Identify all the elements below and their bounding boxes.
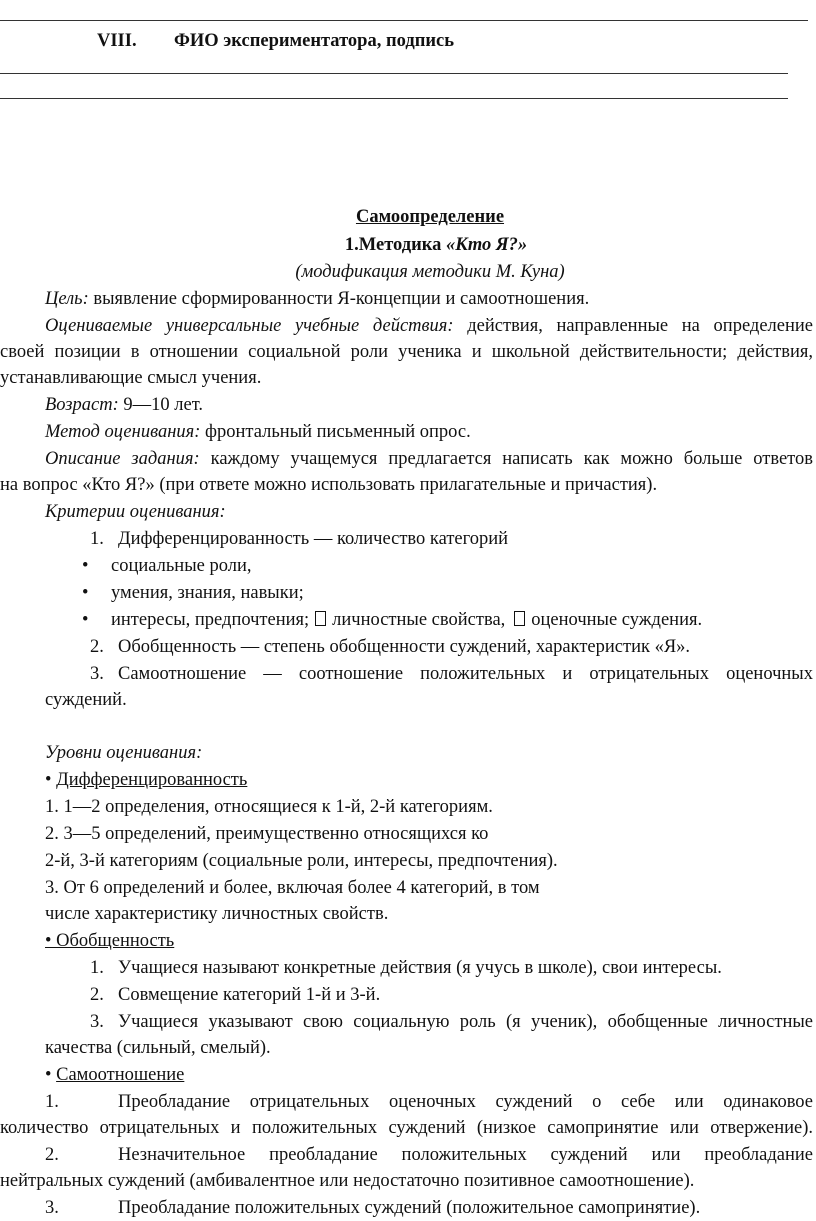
task-line-1	[45, 446, 813, 472]
method-subtitle: (модификация методики М. Куна)	[295, 262, 565, 282]
goal-text: выявление сформированности Я-концепции и самоотношения.	[88, 289, 590, 309]
missing-glyph-box-icon	[315, 611, 326, 626]
self-item-2-num: 2.	[45, 1145, 59, 1165]
diff-bullet: •	[45, 770, 57, 790]
self-item-1-line1: Преобладание отрицательных оценочных суждений о себе или одинаковое	[118, 1092, 813, 1112]
bullet-3-part2: личностные свойства,	[332, 610, 506, 630]
missing-glyph-box-icon	[514, 611, 525, 626]
gen-item-3-line2: качества (сильный, смелый).	[45, 1038, 271, 1058]
uud-label: Оцениваемые универсальные учебные действия:	[45, 316, 454, 336]
method-prefix: 1.Методика	[344, 235, 447, 255]
bullet-1-text: социальные роли,	[111, 556, 252, 576]
age-paragraph	[45, 392, 203, 418]
self-item-3-text: Преобладание положительных суждений (положительное самопринятие).	[118, 1198, 701, 1218]
gen-item-1-text: Учащиеся называют конкретные действия (я учусь в школе), свои интересы.	[118, 958, 722, 978]
bullet-2: •	[82, 583, 89, 603]
uud-line-3: устанавливающие смысл учения.	[0, 368, 262, 388]
section-number: VIII.	[97, 31, 137, 51]
bullet-2-text: умения, знания, навыки;	[111, 583, 304, 603]
uud-line1-text: действия, направленные на определение	[453, 316, 814, 336]
diff-level-2b: 2-й, 3-й категориям (социальные роли, интересы, предпочтения).	[45, 851, 558, 871]
criteria-item-1-text: Дифференцированность — количество категорий	[118, 529, 509, 549]
page-title: Самоопределение	[355, 207, 505, 227]
self-item-1-num: 1.	[45, 1092, 59, 1112]
bullet-3-part1: интересы, предпочтения;	[111, 610, 310, 630]
task-line1-text: каждому учащемуся предлагается написать как можно больше ответов	[199, 449, 813, 469]
gen-item-2-text: Совмещение категорий 1-й и 3-й.	[118, 985, 381, 1005]
self-item-2-line2: нейтральных суждений (амбивалентное или недостаточно позитивное самоотношение).	[0, 1171, 695, 1191]
signature-line-1	[0, 73, 788, 74]
signature-line-2	[0, 98, 788, 99]
task-line-2: на вопрос «Кто Я?» (при ответе можно использовать прилагательные и причастия).	[0, 475, 658, 495]
method-label: Метод оценивания:	[45, 422, 201, 442]
gen-item-3-line1: Учащиеся указывают свою социальную роль (я ученик), обобщенные личностные	[118, 1012, 813, 1032]
diff-level-1: 1. 1—2 определения, относящиеся к 1-й, 2-й категориям.	[45, 797, 493, 817]
diff-level-3b: числе характеристику личностных свойств.	[45, 904, 389, 924]
method-paragraph	[45, 419, 471, 445]
bullet-1: •	[82, 556, 89, 576]
self-title-text: Самоотношение	[56, 1065, 185, 1085]
bullet-3-text	[111, 607, 702, 633]
section-title: ФИО экспериментатора, подпись	[174, 31, 455, 51]
gen-title: • Обобщенность	[45, 931, 175, 951]
method-text: фронтальный письменный опрос.	[200, 422, 471, 442]
diff-level-3a: 3. От 6 определений и более, включая более 4 категорий, в том	[45, 878, 540, 898]
criteria-item-3-line2: суждений.	[45, 690, 127, 710]
criteria-label: Критерии оценивания:	[45, 502, 226, 522]
self-item-2-line1: Незначительное преобладание положительных суждений или преобладание	[118, 1145, 813, 1165]
criteria-item-2-num: 2.	[90, 637, 104, 657]
top-rule	[0, 20, 808, 21]
self-item-1-line2: количество отрицательных и положительных суждений (низкое самопринятие или отвержение).	[0, 1118, 813, 1138]
diff-level-2a: 2. 3—5 определений, преимущественно относящихся ко	[45, 824, 489, 844]
diff-title-text: Дифференцированность	[56, 770, 248, 790]
age-label: Возраст:	[45, 395, 119, 415]
uud-line-1	[45, 313, 813, 339]
goal-label: Цель:	[45, 289, 89, 309]
uud-line-2: своей позиции в отношении социальной роли ученика и школьной действительности; действия,	[0, 342, 813, 362]
gen-item-1-num: 1.	[90, 958, 104, 978]
criteria-item-3-num: 3.	[90, 664, 104, 684]
task-label: Описание задания:	[45, 449, 200, 469]
method-name: «Кто Я?»	[446, 235, 528, 255]
self-title	[45, 1062, 184, 1088]
levels-label: Уровни оценивания:	[45, 743, 203, 763]
criteria-item-3-line1: Самоотношение — соотношение положительных и отрицательных оценочных	[118, 664, 813, 684]
diff-title	[45, 767, 247, 793]
goal-paragraph	[45, 286, 589, 312]
criteria-item-2-text: Обобщенность — степень обобщенности суждений, характеристик «Я».	[118, 637, 691, 657]
criteria-item-1-num: 1.	[90, 529, 104, 549]
self-bullet: •	[45, 1065, 57, 1085]
self-item-3-num: 3.	[45, 1198, 59, 1218]
gen-item-3-num: 3.	[90, 1012, 104, 1032]
bullet-3-part3: оценочные суждения.	[531, 610, 703, 630]
age-text: 9—10 лет.	[118, 395, 204, 415]
bullet-3: •	[82, 610, 89, 630]
method-heading	[0, 232, 816, 258]
gen-item-2-num: 2.	[90, 985, 104, 1005]
